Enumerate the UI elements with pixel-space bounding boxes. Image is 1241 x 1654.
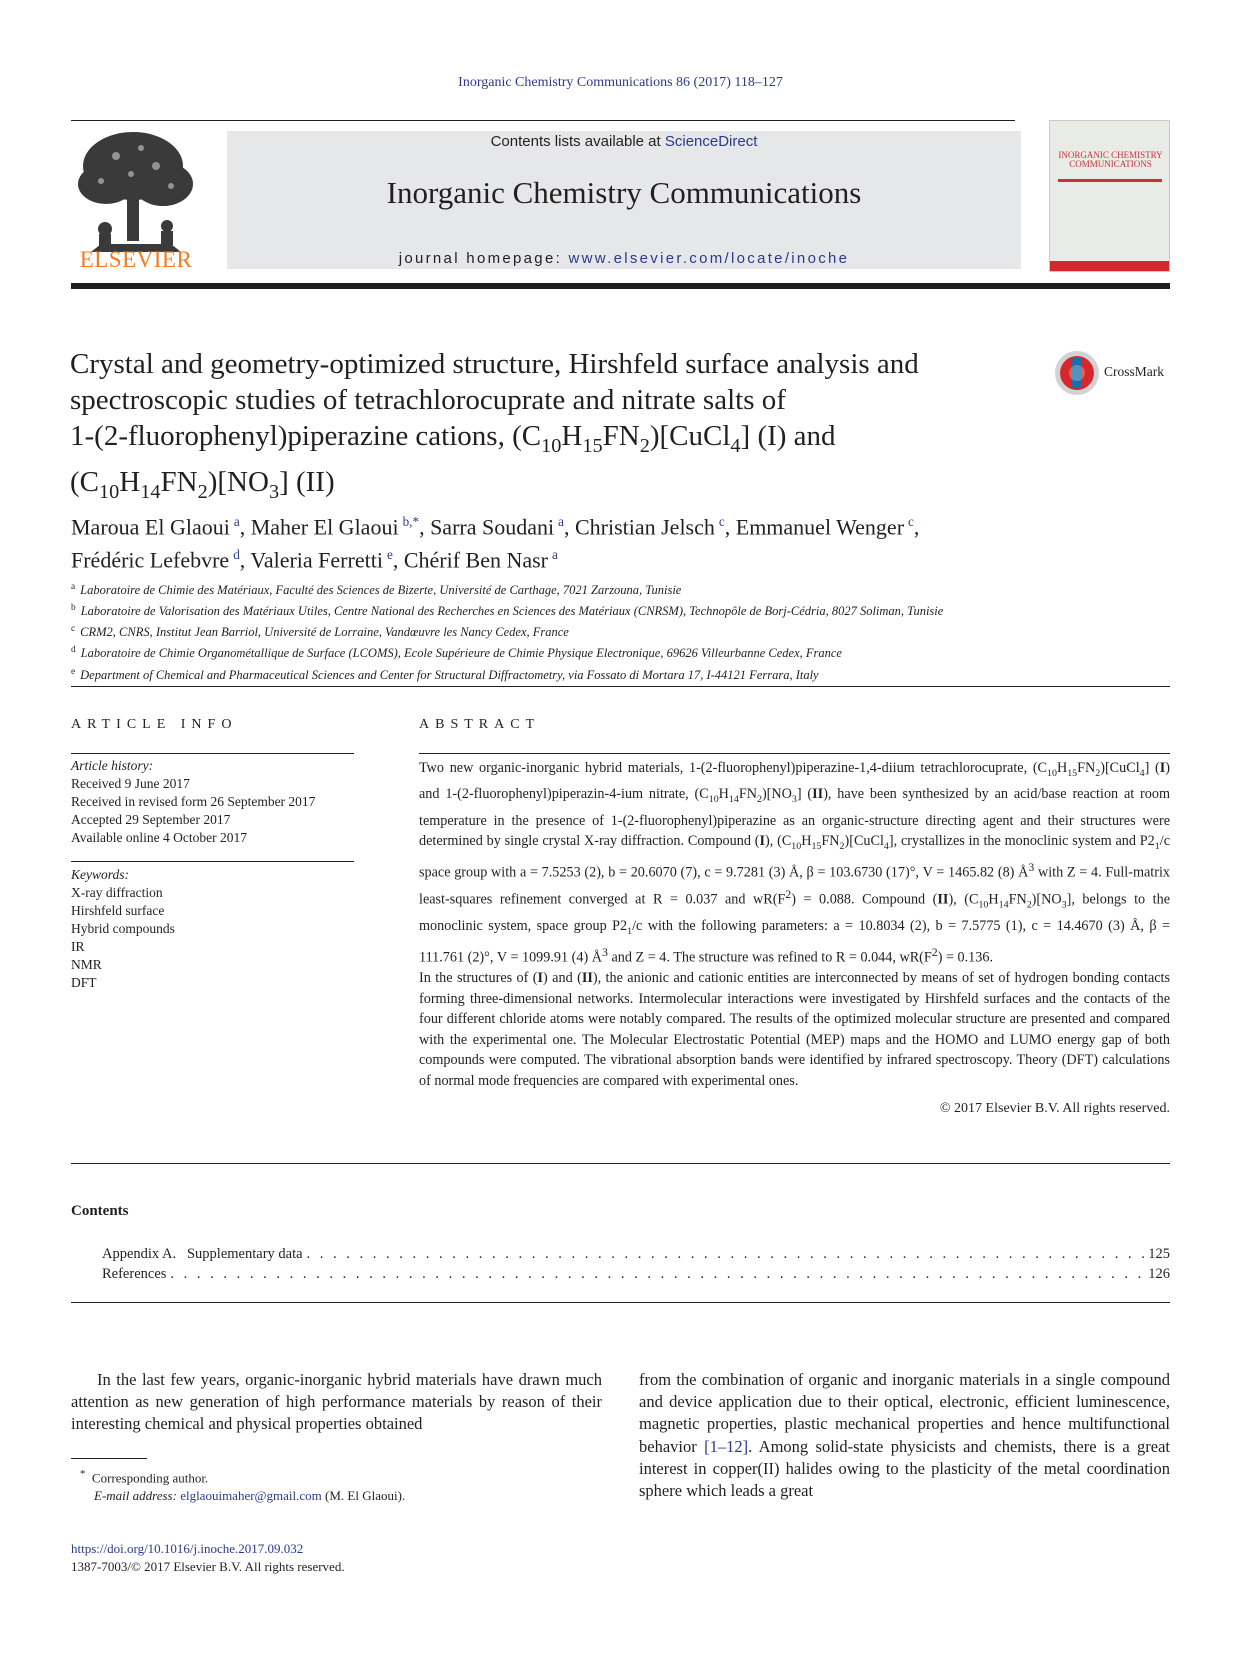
affiliation-text: CRM2, CNRS, Institut Jean Barriol, Université de Lorraine, Vandœuvre les Nancy Cedex, France <box>80 625 569 640</box>
affiliation-list <box>71 578 1171 684</box>
author-name: Maroua El Glaoui <box>71 514 230 540</box>
affiliation-item <box>71 620 1171 641</box>
keyword: IR <box>71 939 85 954</box>
doi-link[interactable]: https://doi.org/10.1016/j.inoche.2017.09.032 <box>71 1541 304 1556</box>
body-column-right <box>639 1369 1170 1502</box>
keyword: Hirshfeld surface <box>71 903 165 918</box>
affiliation-item <box>71 578 1171 599</box>
author-name: Christian Jelsch <box>574 514 715 540</box>
toc-label: References <box>102 1266 167 1282</box>
affiliation-mark: a <box>71 582 76 592</box>
journal-homepage <box>227 250 1021 267</box>
author-name: Sarra Soudani <box>430 514 555 540</box>
affiliation-item <box>71 663 1171 684</box>
keyword: X-ray diffraction <box>71 885 163 900</box>
affiliation-text: Laboratoire de Chimie des Matériaux, Faculté des Sciences de Bizerte, Université de Carthage, 7021 Zarzouna, Tunisie <box>80 583 682 598</box>
affiliation-mark: d <box>71 645 76 656</box>
author-name: Frédéric Lefebvre <box>71 547 230 573</box>
affiliation-item <box>71 599 1171 620</box>
issn-copyright: 1387-7003/© 2017 Elsevier B.V. All rights reserved. <box>71 1559 345 1574</box>
affiliation-mark: e <box>71 666 76 677</box>
author-name: Chérif Ben Nasr <box>403 547 548 573</box>
body-right-text: from the combination of organic and inorganic materials in a single compound and device application due to their optical, electronic, efficient luminescence, magnetic properties, plastic mechanical properties and hence multifunctional behavior <box>639 1370 1170 1456</box>
cover-title: INORGANIC CHEMISTRY COMMUNICATIONS <box>1058 150 1163 169</box>
body-column-left: In the last few years, organic-inorganic hybrid materials have drawn much attention as new generation of high performance materials by reason of their interesting chemical and physical properties obtained <box>71 1370 602 1434</box>
toc-leader <box>170 1266 1144 1283</box>
title-line-3: 1-(2-fluorophenyl)piperazine cations, $(C_{10}H_{15}FN_2)[CuCl_4]$ (I) and <box>70 420 836 457</box>
homepage-label: journal homepage: <box>398 250 569 267</box>
toc-leader <box>307 1246 1145 1263</box>
history-item: Received in revised form 26 September 2017 <box>71 794 316 809</box>
article-title <box>70 346 1010 510</box>
footnote-corresponding: Corresponding author. <box>91 1470 209 1486</box>
affiliation-text: Department of Chemical and Pharmaceutical Sciences and Center for Structural Diffractometry, via Fossato di Mortara 17, I-44121 Ferrara, Italy <box>80 667 819 682</box>
affiliation-mark: c <box>71 624 76 635</box>
article-info-heading: ARTICLE INFO <box>71 717 238 732</box>
header-thick-rule <box>71 283 1170 289</box>
history-item: Available online 4 October 2017 <box>71 830 247 845</box>
article-info-rule <box>71 753 354 754</box>
keywords-label: Keywords: <box>71 867 129 882</box>
abstract-copyright: © 2017 Elsevier B.V. All rights reserved. <box>939 1101 1170 1116</box>
author-affiliation-mark[interactable]: a <box>233 514 240 529</box>
author-affiliation-mark[interactable]: b,* <box>402 514 420 529</box>
keyword: NMR <box>71 957 102 972</box>
body-right-text: . Among solid-state physicists and chemists, there is a great interest in copper(II) halides owing to the plasticity of the metal coordination sphere which leads a great <box>639 1436 1170 1501</box>
contents-prefix: Contents lists available at <box>490 133 665 150</box>
author-affiliation-mark[interactable]: a <box>558 514 564 529</box>
contents-availability <box>227 133 1021 150</box>
keyword: DFT <box>71 975 97 990</box>
author-affiliation-mark[interactable]: a <box>552 547 558 563</box>
footnote-rule <box>71 1458 147 1459</box>
abstract-bottom-rule <box>71 1163 1170 1164</box>
email-link[interactable]: elglaouimaher@gmail.com <box>180 1488 322 1504</box>
toc-label: Appendix A. Supplementary data <box>102 1246 303 1262</box>
crossmark-badge[interactable] <box>1054 350 1174 398</box>
author-name: Maher El Glaoui <box>250 514 399 540</box>
email-label: E-mail address: <box>94 1488 177 1504</box>
author-affiliation-mark[interactable]: c <box>718 514 725 529</box>
abstract-paragraph-2: In the structures of (I) and (II), the anionic and cationic entities are interconnected by means of set of hydrogen bonding contacts forming three-dimensional networks. Intermolecular interactions were investigated by Hirshfeld surfaces and the contacts of the four different chloride atoms were notably compared. The results of the optimized molecular structure are presented and compared with the experimental one. The Molecular Electrostatic Potential (MEP) maps and the HOMO and LUMO energy gap of both compounds were computed. The vibrational absorption bands were identified by infrared spectroscopy. Theory (DFT) calculations of normal mode frequencies are compared with experimental ones. <box>419 970 1171 1089</box>
affiliation-text: Laboratoire de Chimie Organométallique de Surface (LCOMS), Ecole Supérieure de Chimie Physique Electronique, 69626 Villeurbanne Cedex, France <box>80 646 842 661</box>
header-top-rule <box>71 120 1015 121</box>
toc-page: 125 <box>1148 1246 1170 1262</box>
journal-title: Inorganic Chemistry Communications <box>386 175 862 210</box>
crossmark-label: CrossMark <box>1104 364 1164 379</box>
history-label: Article history: <box>71 758 154 773</box>
history-item: Received 9 June 2017 <box>71 776 190 791</box>
homepage-link[interactable]: www.elsevier.com/locate/inoche <box>568 250 850 267</box>
affiliation-text: Laboratoire de Valorisation des Matériaux Utiles, Centre National des Recherches en Sciences des Matériaux (CNRSM), Technopôle de Borj-Cédria, 8027 Soliman, Tunisie <box>80 604 944 619</box>
author-list: Maroua El Glaoui $^a$, Maher El Glaoui $^{b,*}$, Sarra Soudani $^a$, Christian Jelsch $^c$, Emmanuel Wenger $^c$, Frédéric Lefebvre $^d$, Valeria Ferretti $^e$, Chérif Ben Nasr $^a$ <box>71 514 920 573</box>
article-history <box>71 757 354 847</box>
author-affiliation-mark[interactable]: d <box>233 547 240 563</box>
elsevier-wordmark: ELSEVIER <box>79 247 193 272</box>
author-name: Valeria Ferretti <box>250 547 383 573</box>
toc-page: 126 <box>1148 1266 1170 1282</box>
title-line-4: $(C_{10}H_{14}FN_2)[NO_3]$ (II) <box>70 465 335 503</box>
abstract-rule <box>419 753 1170 754</box>
toc-entry-appendix[interactable] <box>102 1246 1170 1263</box>
author-name: Emmanuel Wenger <box>735 514 905 540</box>
author-affiliation-mark[interactable]: e <box>386 547 393 563</box>
history-item: Accepted 29 September 2017 <box>71 812 231 827</box>
sciencedirect-link[interactable]: ScienceDirect <box>664 133 758 150</box>
contents-heading: Contents <box>71 1203 129 1219</box>
cover-red-band <box>1058 179 1162 182</box>
contents-bottom-rule <box>71 1302 1170 1303</box>
footnote-mark: * <box>80 1468 86 1480</box>
title-line-1: Crystal and geometry-optimized structure, Hirshfeld surface analysis and <box>70 348 919 380</box>
title-line-2: spectroscopic studies of tetrachlorocuprate and nitrate salts of <box>70 384 786 416</box>
cover-footer-band <box>1050 261 1169 271</box>
keywords <box>71 866 354 992</box>
abstract-body <box>419 758 1170 1091</box>
author-affiliation-mark[interactable]: c <box>908 514 914 529</box>
keywords-rule <box>71 861 354 862</box>
title-bottom-rule <box>71 686 1170 687</box>
affiliation-mark: b <box>71 603 76 614</box>
citation-link[interactable]: [1–12] <box>704 1436 749 1456</box>
affiliation-item <box>71 641 1171 662</box>
corresponding-author-footnote <box>80 1465 600 1505</box>
elsevier-logo[interactable] <box>71 126 201 274</box>
journal-reference[interactable]: Inorganic Chemistry Communications 86 (2017) 118–127 <box>458 75 783 90</box>
toc-entry-references[interactable] <box>102 1266 1170 1283</box>
journal-cover-thumbnail[interactable] <box>1049 120 1170 272</box>
keyword: Hybrid compounds <box>71 921 175 936</box>
crossmark-icon <box>1054 350 1100 396</box>
email-suffix: (M. El Glaoui). <box>321 1488 406 1504</box>
abstract-paragraph-1: Two new organic-inorganic hybrid materials, 1-(2-fluorophenyl)piperazine-1,4-diium tetrachlorocuprate, $(C_{10}H_{15}FN_2)[CuCl_4]$ (I) and 1-(2-fluorophenyl)piperazin-4-ium nitrate, $(C_{10}H_{14}FN_2)[NO_3]$ (II), have been synthesized by an acid/base reaction at room temperature in the presence of 1-(2-fluorophenyl)piperazine as an organic-structure directing agent and their structures were determined by single crystal X-ray diffraction. Compound (I), $(C_{10}H_{15}FN_2)[CuCl_4]$, crystallizes in the monoclinic system and $P2_1/c$ space group with a = 7.5253 (2), b = 20.6070 (7), c = 9.7281 (3) Å, β = 103.6730 (17)°, V = 1465.82 (8) $Å^3$ with Z = 4. Full-matrix least-squares refinement converged at R = 0.037 and $wR(F^2) = 0.088$. Compound (II), $(C_{10}H_{14}FN_2)[NO_3]$, belongs to the monoclinic system, space group $P2_1/c$ with the following parameters: a = 10.8034 (2), b = 7.5775 (1), c = 14.4670 (3) Å, β = 111.761 (2)°, V = 1099.91 (4) $Å^3$ and Z = 4. The structure was refined to R = 0.044, $wR(F^2) = 0.136$. <box>419 760 1171 966</box>
abstract-heading: ABSTRACT <box>419 717 541 732</box>
